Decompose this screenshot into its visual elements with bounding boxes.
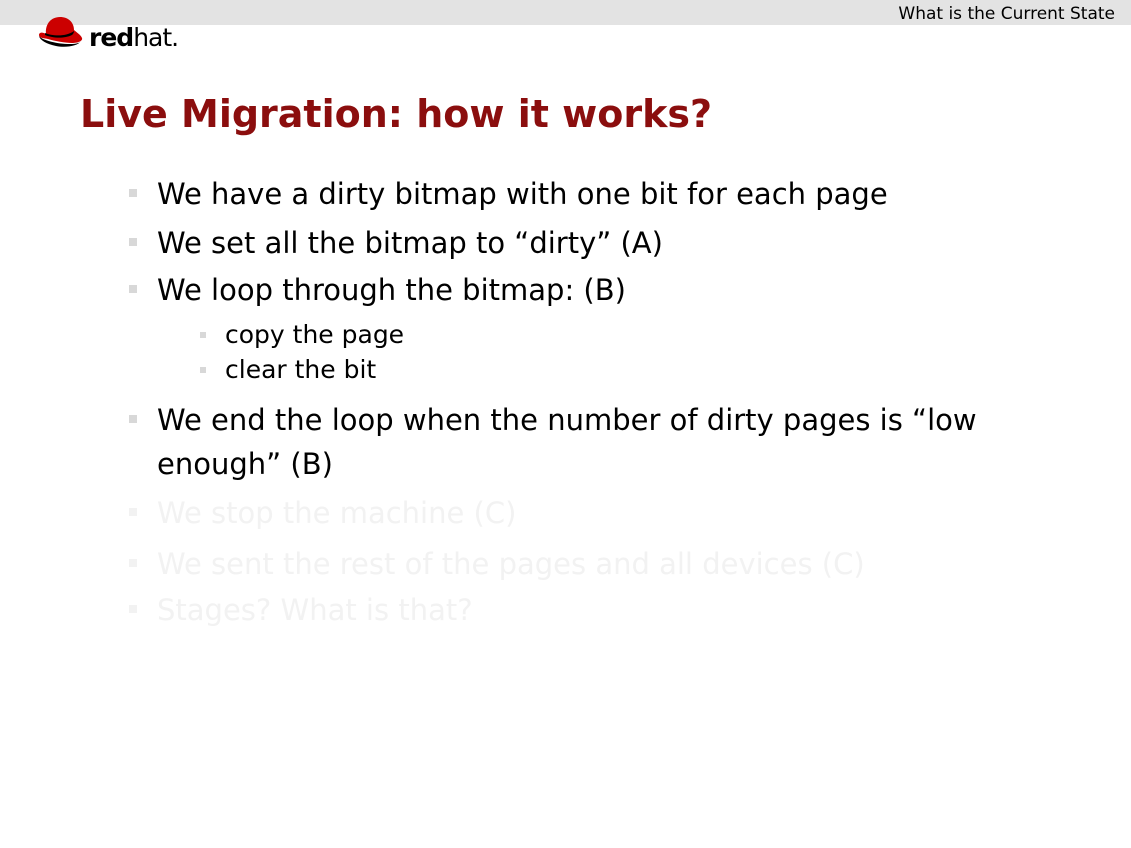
sub-bullet-text: copy the page	[225, 320, 405, 349]
bullet-item	[157, 172, 888, 216]
wordmark-hat: hat.	[133, 23, 179, 52]
bullet-text: We sent the rest of the pages and all devices (C)	[157, 547, 865, 581]
section-title: What is the Current State	[898, 4, 1115, 24]
bullet-item	[157, 221, 663, 265]
bullet-text: We loop through the bitmap: (B)	[157, 273, 626, 307]
wordmark-red: red	[89, 23, 134, 52]
sub-bullet-item	[225, 318, 404, 352]
bullet-item-hidden	[157, 588, 473, 632]
bullet-marker	[129, 189, 137, 197]
sub-bullet-text: clear the bit	[225, 355, 377, 384]
sub-bullet-item	[225, 353, 376, 387]
redhat-wordmark	[89, 25, 178, 50]
bullet-text-line-1: We end the loop when the number of dirty pages is “low	[157, 403, 977, 437]
bullet-marker	[129, 605, 137, 613]
bullet-item-hidden	[157, 542, 865, 586]
sub-bullet-marker	[200, 332, 206, 338]
bullet-marker	[129, 559, 137, 567]
bullet-marker	[129, 238, 137, 246]
bullet-item	[157, 398, 977, 486]
red-fedora-hat-icon	[36, 13, 88, 49]
slide-title: Live Migration: how it works?	[80, 92, 713, 136]
bullet-text: We set all the bitmap to “dirty” (A)	[157, 226, 663, 260]
bullet-item	[157, 268, 626, 312]
bullet-text: We have a dirty bitmap with one bit for each page	[157, 177, 888, 211]
bullet-text: We stop the machine (C)	[157, 496, 517, 530]
bullet-item-hidden	[157, 491, 516, 535]
bullet-marker	[129, 508, 137, 516]
bullet-text-line-2: enough” (B)	[157, 447, 333, 481]
sub-bullet-marker	[200, 367, 206, 373]
header-bar	[0, 0, 1131, 25]
bullet-marker	[129, 285, 137, 293]
bullet-marker	[129, 415, 137, 423]
bullet-text: Stages? What is that?	[157, 593, 473, 627]
